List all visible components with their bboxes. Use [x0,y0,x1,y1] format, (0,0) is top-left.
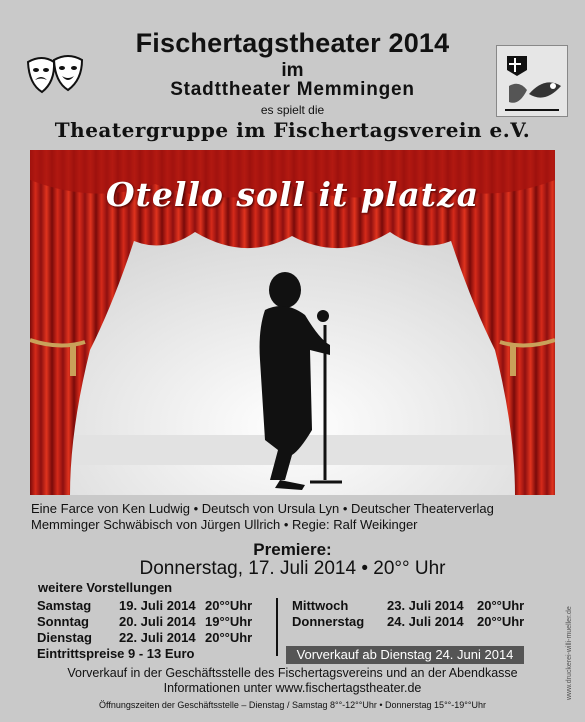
poster-title: Fischertagstheater 2014 [135,28,450,58]
footer-line-1: Vorverkauf in der Geschäftsstelle des Fischertagsvereins und an der Abendkasse [67,666,518,680]
play-title: Otello soll it platza [105,175,480,214]
presale-banner: Vorverkauf ab Dienstag 24. Juni 2014 [286,646,524,664]
printer-credit: www.druckerei-willi-mueller.de [566,606,573,700]
credits [31,501,494,533]
footer-line-2: Informationen unter www.fischertagstheater.de [163,681,422,695]
premiere-label: Premiere: [253,540,332,559]
performances-heading: weitere Vorstellungen [38,580,173,595]
fischertag-emblem [496,45,568,117]
performance-row: Donnerstag 24. Juli 2014 20°°Uhr [292,614,525,629]
column-divider [276,598,278,656]
theater-masks-icon [24,52,86,106]
footer-line-3: Öffnungszeiten der Geschäftsstelle – Dienstag / Samstag 8°°-12°°Uhr • Donnerstag 15°°-19°°Uhr [99,700,486,710]
premiere-date: Donnerstag, 17. Juli 2014 • 20°° Uhr [139,558,446,579]
credits-line-2: Memminger Schwäbisch von Jürgen Ullrich • Regie: Ralf Weikinger [31,517,418,532]
im-text: im [281,60,304,81]
venue-text: Stadttheater Memmingen [170,79,415,100]
performance-row: Samstag 19. Juli 2014 20°°Uhr [37,598,253,613]
performance-row: Sonntag 20. Juli 2014 19°°Uhr [37,614,253,629]
spielt-text: es spielt die [260,103,325,117]
credits-line-1: Eine Farce von Ken Ludwig • Deutsch von Ursula Lyn • Deutscher Theaterverlag [31,501,494,516]
ticket-prices: Eintrittspreise 9 - 13 Euro [37,646,195,661]
group-name: Theatergruppe im Fischertagsverein e.V. [54,118,531,142]
performance-row: Dienstag 22. Juli 2014 20°°Uhr [37,630,253,645]
performance-row: Mittwoch 23. Juli 2014 20°°Uhr [292,598,525,613]
